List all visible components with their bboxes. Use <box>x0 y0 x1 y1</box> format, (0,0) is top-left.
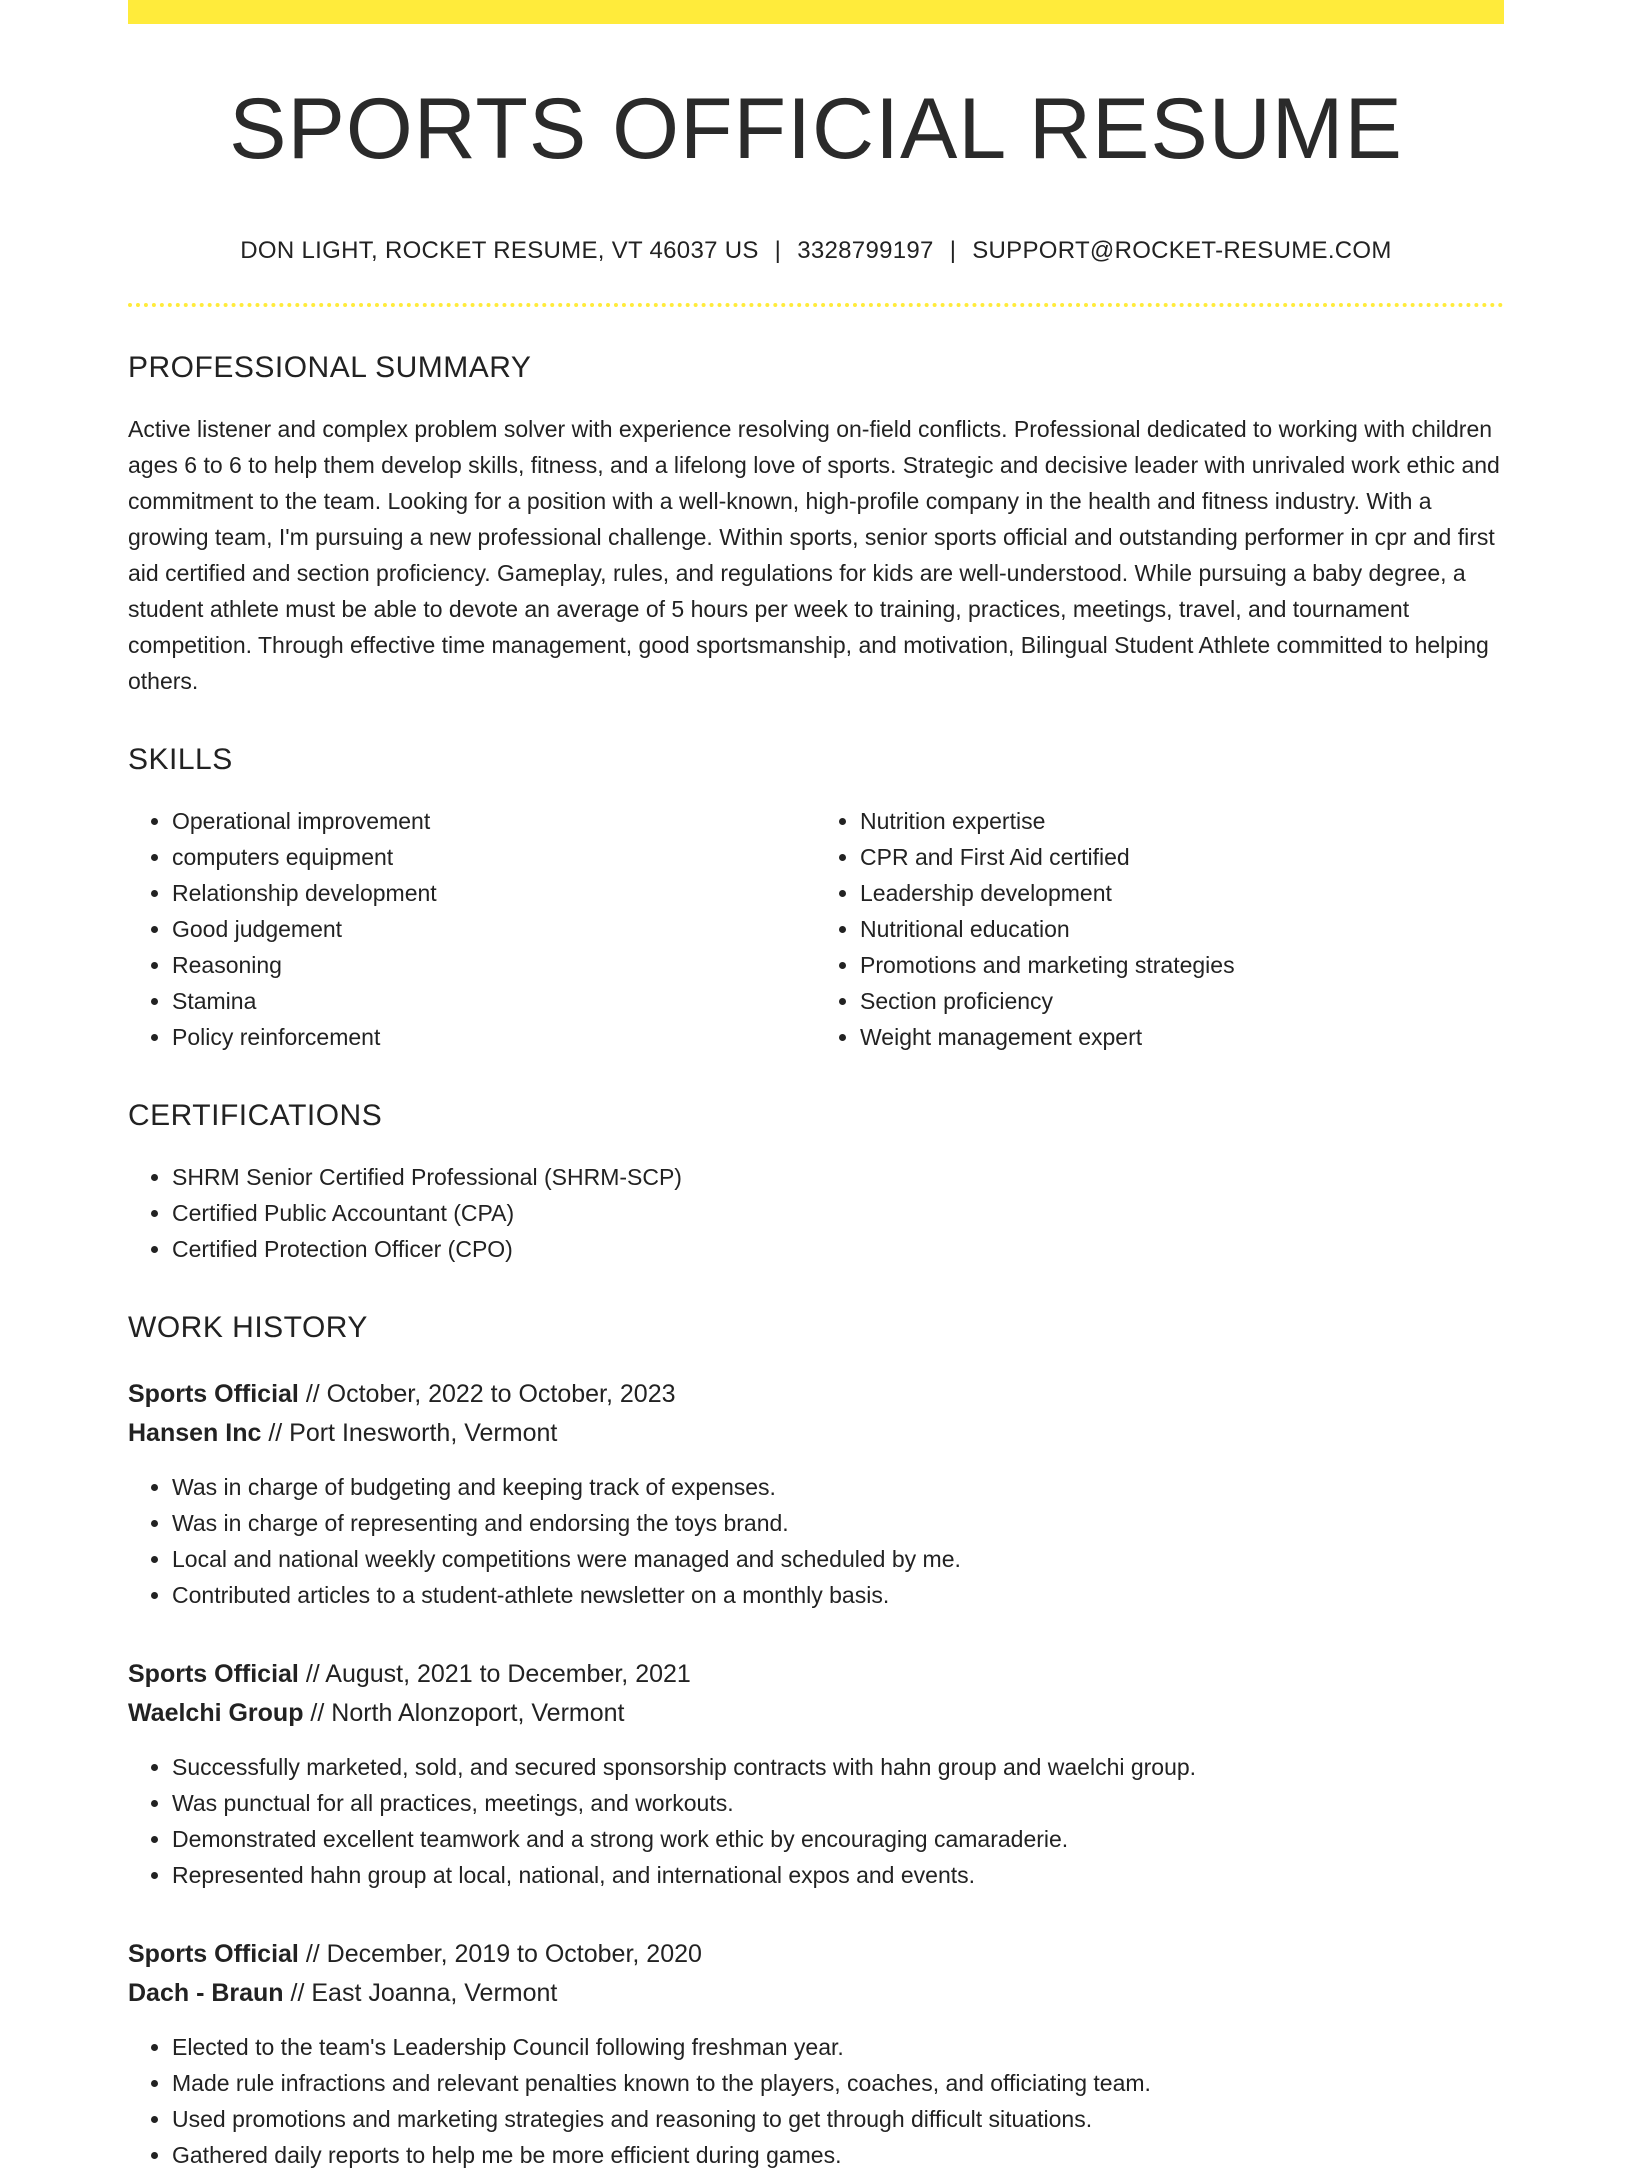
skill-item: • Leadership development <box>860 875 1504 911</box>
resume-page <box>128 0 1504 2173</box>
certifications-list <box>128 1159 1504 1267</box>
job-location: // East Joanna, Vermont <box>283 1978 558 2007</box>
job-company-line <box>128 1974 1504 2013</box>
job-entry <box>128 1935 1504 2173</box>
certification-item: • SHRM Senior Certified Professional (SHRM-SCP) <box>172 1159 1504 1195</box>
job-bullet: • Successfully marketed, sold, and secured sponsorship contracts with hahn group and waelchi group. <box>172 1749 1504 1785</box>
job-title: Sports Official <box>128 1939 299 1968</box>
job-title-line <box>128 1375 1504 1414</box>
skill-item: • computers equipment <box>172 839 816 875</box>
skills-heading: SKILLS <box>128 742 233 776</box>
job-title: Sports Official <box>128 1379 299 1408</box>
job-dates: // October, 2022 to October, 2023 <box>298 1379 676 1408</box>
accent-top-bar <box>128 0 1504 24</box>
skills-grid <box>128 803 1504 1055</box>
contact-line <box>128 237 1504 265</box>
dotted-divider <box>128 303 1504 307</box>
skills-list-left <box>128 803 816 1055</box>
job-company: Dach - Braun <box>128 1978 284 2007</box>
job-location: // North Alonzoport, Vermont <box>303 1698 625 1727</box>
skill-item: • Reasoning <box>172 947 816 983</box>
job-bullets <box>128 1469 1504 1613</box>
job-title-line <box>128 1655 1504 1694</box>
job-dates: // August, 2021 to December, 2021 <box>298 1659 691 1688</box>
contact-address: DON LIGHT, ROCKET RESUME, VT 46037 US <box>240 236 759 264</box>
job-title: Sports Official <box>128 1659 299 1688</box>
certifications-heading: CERTIFICATIONS <box>128 1098 383 1132</box>
skill-item: • Operational improvement <box>172 803 816 839</box>
summary-text: Active listener and complex problem solver with experience resolving on-field conflicts. Professional dedicated to working with children ages 6 to 6 to help them develop skills, fitness, and a lifelong love of sports. Strategic and decisive leader with unrivaled work ethic and commitment to the team. Looking for a position with a well-known, high-profile company in the health and fitness industry. With a growing team, I'm pursuing a new professional challenge. Within sports, senior sports official and outstanding performer in cpr and first aid certified and section proficiency. Gameplay, rules, and regulations for kids are well-understood. While pursuing a baby degree, a student athlete must be able to devote an average of 5 hours per week to training, practices, meetings, travel, and tournament competition. Through effective time management, good sportsmanship, and motivation, Bilingual Student Athlete committed to helping others. <box>128 415 1500 694</box>
summary-heading: PROFESSIONAL SUMMARY <box>128 350 532 384</box>
job-bullet: • Local and national weekly competitions were managed and scheduled by me. <box>172 1541 1504 1577</box>
certification-item: • Certified Public Accountant (CPA) <box>172 1195 1504 1231</box>
skill-item: • Good judgement <box>172 911 816 947</box>
skill-item: • Stamina <box>172 983 816 1019</box>
job-company-line <box>128 1694 1504 1733</box>
job-bullet: • Contributed articles to a student-athlete newsletter on a monthly basis. <box>172 1577 1504 1613</box>
skill-item: • Promotions and marketing strategies <box>860 947 1504 983</box>
skill-item: • CPR and First Aid certified <box>860 839 1504 875</box>
skill-item: • Nutrition expertise <box>860 803 1504 839</box>
job-company: Waelchi Group <box>128 1698 304 1727</box>
job-bullet: • Gathered daily reports to help me be more efficient during games. <box>172 2137 1504 2173</box>
contact-separator: | <box>949 236 957 264</box>
skills-list-right <box>816 803 1504 1055</box>
resume-title: SPORTS OFFICIAL RESUME <box>229 81 1403 177</box>
job-bullet: • Used promotions and marketing strategies and reasoning to get through difficult situations. <box>172 2101 1504 2137</box>
job-title-line <box>128 1935 1504 1974</box>
job-bullet: • Was in charge of representing and endorsing the toys brand. <box>172 1505 1504 1541</box>
job-company: Hansen Inc <box>128 1418 262 1447</box>
work-history-heading: WORK HISTORY <box>128 1310 368 1344</box>
skill-item: • Weight management expert <box>860 1019 1504 1055</box>
certification-item: • Certified Protection Officer (CPO) <box>172 1231 1504 1267</box>
contact-separator: | <box>774 236 782 264</box>
skill-item: • Nutritional education <box>860 911 1504 947</box>
job-bullets <box>128 1749 1504 1893</box>
job-bullet: • Elected to the team's Leadership Council following freshman year. <box>172 2029 1504 2065</box>
job-bullets <box>128 2029 1504 2173</box>
job-entry <box>128 1655 1504 1893</box>
contact-email: SUPPORT@ROCKET-RESUME.COM <box>972 236 1392 264</box>
job-entry <box>128 1375 1504 1613</box>
contact-phone: 3328799197 <box>797 236 934 264</box>
job-location: // Port Inesworth, Vermont <box>261 1418 558 1447</box>
job-bullet: • Made rule infractions and relevant penalties known to the players, coaches, and officiating team. <box>172 2065 1504 2101</box>
skill-item: • Relationship development <box>172 875 816 911</box>
skill-item: • Section proficiency <box>860 983 1504 1019</box>
job-bullet: • Represented hahn group at local, national, and international expos and events. <box>172 1857 1504 1893</box>
job-company-line <box>128 1414 1504 1453</box>
job-bullet: • Was punctual for all practices, meetings, and workouts. <box>172 1785 1504 1821</box>
job-bullet: • Was in charge of budgeting and keeping track of expenses. <box>172 1469 1504 1505</box>
job-bullet: • Demonstrated excellent teamwork and a strong work ethic by encouraging camaraderie. <box>172 1821 1504 1857</box>
job-dates: // December, 2019 to October, 2020 <box>298 1939 702 1968</box>
skill-item: • Policy reinforcement <box>172 1019 816 1055</box>
